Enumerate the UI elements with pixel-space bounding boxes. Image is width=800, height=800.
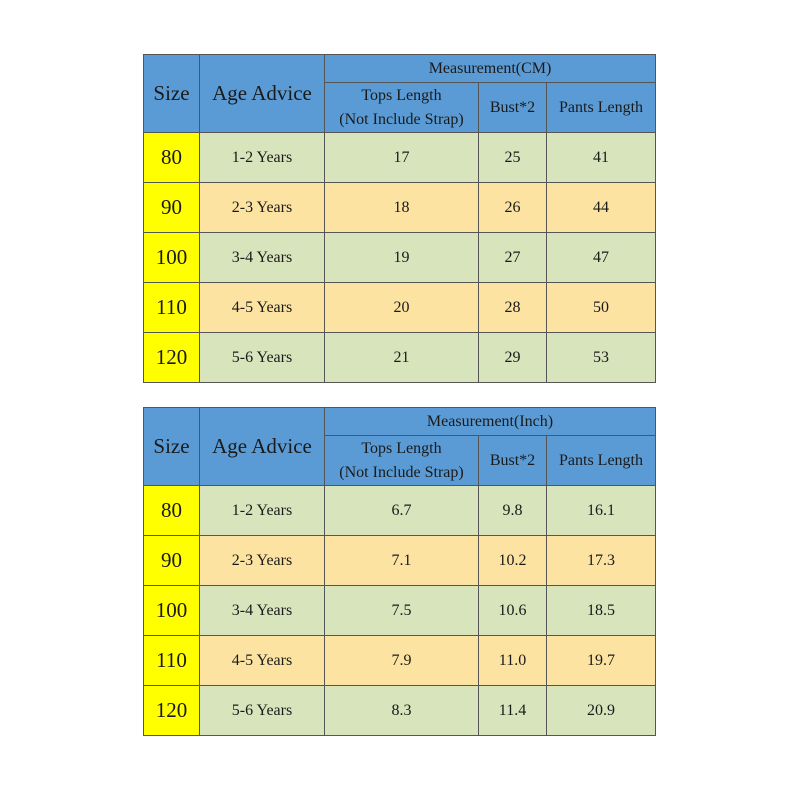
age-cell: 5-6 Years xyxy=(200,686,325,736)
table-row xyxy=(144,233,656,283)
bust-cell: 27 xyxy=(479,233,547,283)
bust-cell: 9.8 xyxy=(479,486,547,536)
pants-length-header: Pants Length xyxy=(547,436,656,486)
bust-cell: 11.4 xyxy=(479,686,547,736)
tops-length-label: Tops Length xyxy=(361,86,442,104)
table-row xyxy=(144,586,656,636)
tops-length-cell: 19 xyxy=(325,233,479,283)
tops-length-cell: 7.9 xyxy=(325,636,479,686)
bust-cell: 11.0 xyxy=(479,636,547,686)
tops-length-cell: 7.5 xyxy=(325,586,479,636)
tops-length-cell: 18 xyxy=(325,183,479,233)
bust-cell: 10.2 xyxy=(479,536,547,586)
size-chart-inch-table xyxy=(143,407,656,736)
pants-length-cell: 47 xyxy=(547,233,656,283)
pants-length-cell: 18.5 xyxy=(547,586,656,636)
age-cell: 2-3 Years xyxy=(200,536,325,586)
pants-length-cell: 44 xyxy=(547,183,656,233)
size-cell: 110 xyxy=(144,636,200,686)
pants-length-cell: 41 xyxy=(547,133,656,183)
pants-length-cell: 19.7 xyxy=(547,636,656,686)
age-advice-header: Age Advice xyxy=(200,408,325,486)
table-row xyxy=(144,636,656,686)
size-header: Size xyxy=(144,408,200,486)
tops-length-cell: 20 xyxy=(325,283,479,333)
size-cell: 120 xyxy=(144,686,200,736)
tops-length-cell: 7.1 xyxy=(325,536,479,586)
pants-length-cell: 17.3 xyxy=(547,536,656,586)
size-header: Size xyxy=(144,55,200,133)
age-cell: 1-2 Years xyxy=(200,486,325,536)
bust-cell: 28 xyxy=(479,283,547,333)
bust-cell: 25 xyxy=(479,133,547,183)
size-cell: 100 xyxy=(144,586,200,636)
size-cell: 100 xyxy=(144,233,200,283)
pants-length-cell: 20.9 xyxy=(547,686,656,736)
size-cell: 110 xyxy=(144,283,200,333)
table-row xyxy=(144,686,656,736)
tops-length-cell: 21 xyxy=(325,333,479,383)
measurement-header: Measurement(CM) xyxy=(325,55,656,83)
pants-length-cell: 50 xyxy=(547,283,656,333)
bust-cell: 29 xyxy=(479,333,547,383)
size-chart-cm-table xyxy=(143,54,656,383)
table-row xyxy=(144,183,656,233)
pants-length-cell: 53 xyxy=(547,333,656,383)
age-cell: 4-5 Years xyxy=(200,636,325,686)
age-cell: 3-4 Years xyxy=(200,586,325,636)
header-row xyxy=(144,55,656,83)
bust-cell: 10.6 xyxy=(479,586,547,636)
table-row xyxy=(144,283,656,333)
tops-length-label: Tops Length xyxy=(361,439,442,457)
measurement-header: Measurement(Inch) xyxy=(325,408,656,436)
age-cell: 4-5 Years xyxy=(200,283,325,333)
age-cell: 2-3 Years xyxy=(200,183,325,233)
tops-length-header xyxy=(325,83,479,133)
size-cell: 90 xyxy=(144,536,200,586)
pants-length-header: Pants Length xyxy=(547,83,656,133)
tops-length-note: (Not Include Strap) xyxy=(339,110,464,128)
age-cell: 5-6 Years xyxy=(200,333,325,383)
tops-length-header xyxy=(325,436,479,486)
header-row xyxy=(144,408,656,436)
tops-length-cell: 8.3 xyxy=(325,686,479,736)
age-cell: 1-2 Years xyxy=(200,133,325,183)
tops-length-cell: 6.7 xyxy=(325,486,479,536)
table-row xyxy=(144,486,656,536)
bust-header: Bust*2 xyxy=(479,83,547,133)
bust-cell: 26 xyxy=(479,183,547,233)
pants-length-cell: 16.1 xyxy=(547,486,656,536)
size-cell: 80 xyxy=(144,133,200,183)
bust-header: Bust*2 xyxy=(479,436,547,486)
size-cell: 120 xyxy=(144,333,200,383)
age-cell: 3-4 Years xyxy=(200,233,325,283)
table-row xyxy=(144,133,656,183)
table-row xyxy=(144,333,656,383)
size-cell: 80 xyxy=(144,486,200,536)
tops-length-cell: 17 xyxy=(325,133,479,183)
size-cell: 90 xyxy=(144,183,200,233)
tops-length-note: (Not Include Strap) xyxy=(339,463,464,481)
table-row xyxy=(144,536,656,586)
age-advice-header: Age Advice xyxy=(200,55,325,133)
